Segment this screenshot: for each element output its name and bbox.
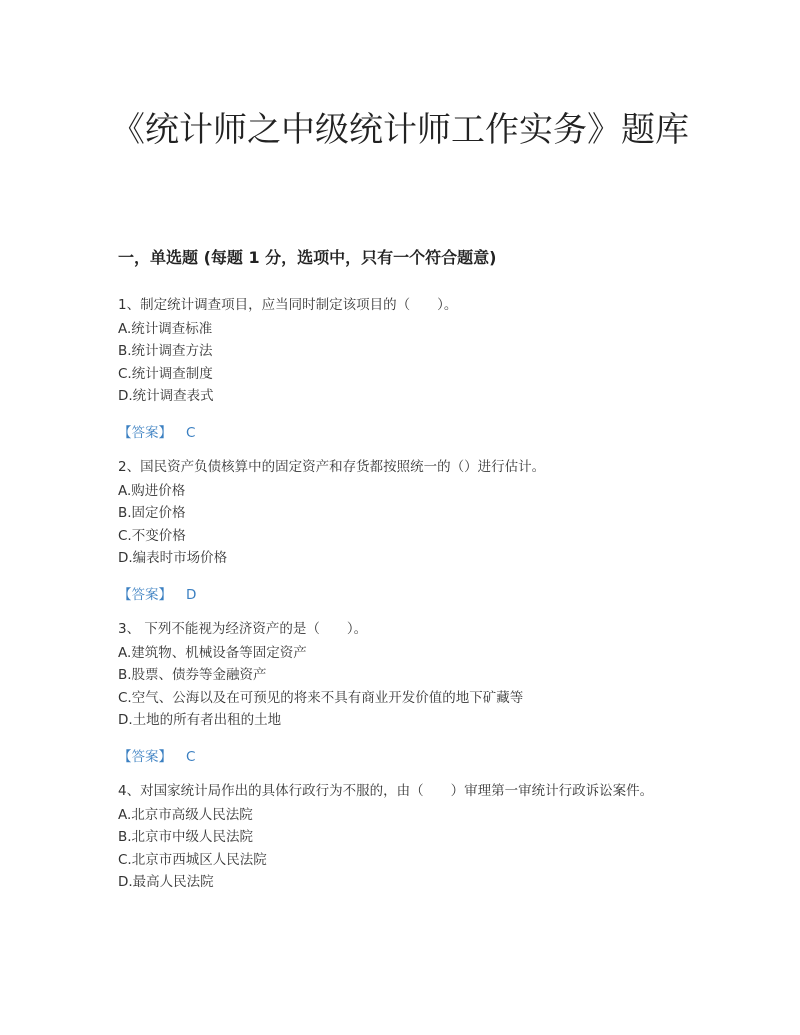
option-b: B.固定价格 <box>118 505 186 521</box>
question-stem: 1、制定统计调查项目，应当同时制定该项目的（ ）。 <box>118 297 458 313</box>
option-a: A.购进价格 <box>118 482 186 499</box>
option-d: D.编表时市场价格 <box>118 550 228 566</box>
answer-label: 【答案】 <box>118 586 172 603</box>
option-c: C.统计调查制度 <box>118 365 213 382</box>
answer-line <box>118 422 688 445</box>
answer-line <box>118 746 688 769</box>
answer-line <box>118 584 688 607</box>
option-b: B.股票、债券等金融资产 <box>118 667 267 683</box>
option-c: C.北京市西城区人民法院 <box>118 851 267 868</box>
answer-value: C <box>186 424 196 441</box>
option-b: B.北京市中级人民法院 <box>118 829 254 845</box>
answer-value: D <box>186 586 197 603</box>
option-c: C.不变价格 <box>118 527 186 544</box>
option-d: D.土地的所有者出租的土地 <box>118 712 282 728</box>
answer-label: 【答案】 <box>118 424 172 441</box>
option-a: A.统计调查标准 <box>118 320 213 337</box>
document-title: 《统计师之中级统计师工作实务》题库 <box>111 110 689 150</box>
question-2 <box>118 456 688 606</box>
option-d: D.最高人民法院 <box>118 874 214 890</box>
option-c: C.空气、公海以及在可预见的将来不具有商业开发价值的地下矿藏等 <box>118 689 524 706</box>
option-a: A.建筑物、机械设备等固定资产 <box>118 644 307 661</box>
option-d: D.统计调查表式 <box>118 388 214 404</box>
answer-label: 【答案】 <box>118 748 172 765</box>
question-stem: 4、对国家统计局作出的具体行政行为不服的，由（ ）审理第一审统计行政诉讼案件。 <box>118 783 654 799</box>
question-stem: 3、 下列不能视为经济资产的是（ ）。 <box>118 621 368 637</box>
question-1 <box>118 294 688 444</box>
section-title: 一，单选题 (每题 1 分，选项中，只有一个符合题意) <box>118 248 497 267</box>
question-4 <box>118 780 688 894</box>
option-b: B.统计调查方法 <box>118 343 213 359</box>
option-a: A.北京市高级人民法院 <box>118 806 253 823</box>
question-stem: 2、国民资产负债核算中的固定资产和存货都按照统一的（）进行估计。 <box>118 459 546 475</box>
question-3 <box>118 618 688 768</box>
answer-value: C <box>186 748 196 765</box>
